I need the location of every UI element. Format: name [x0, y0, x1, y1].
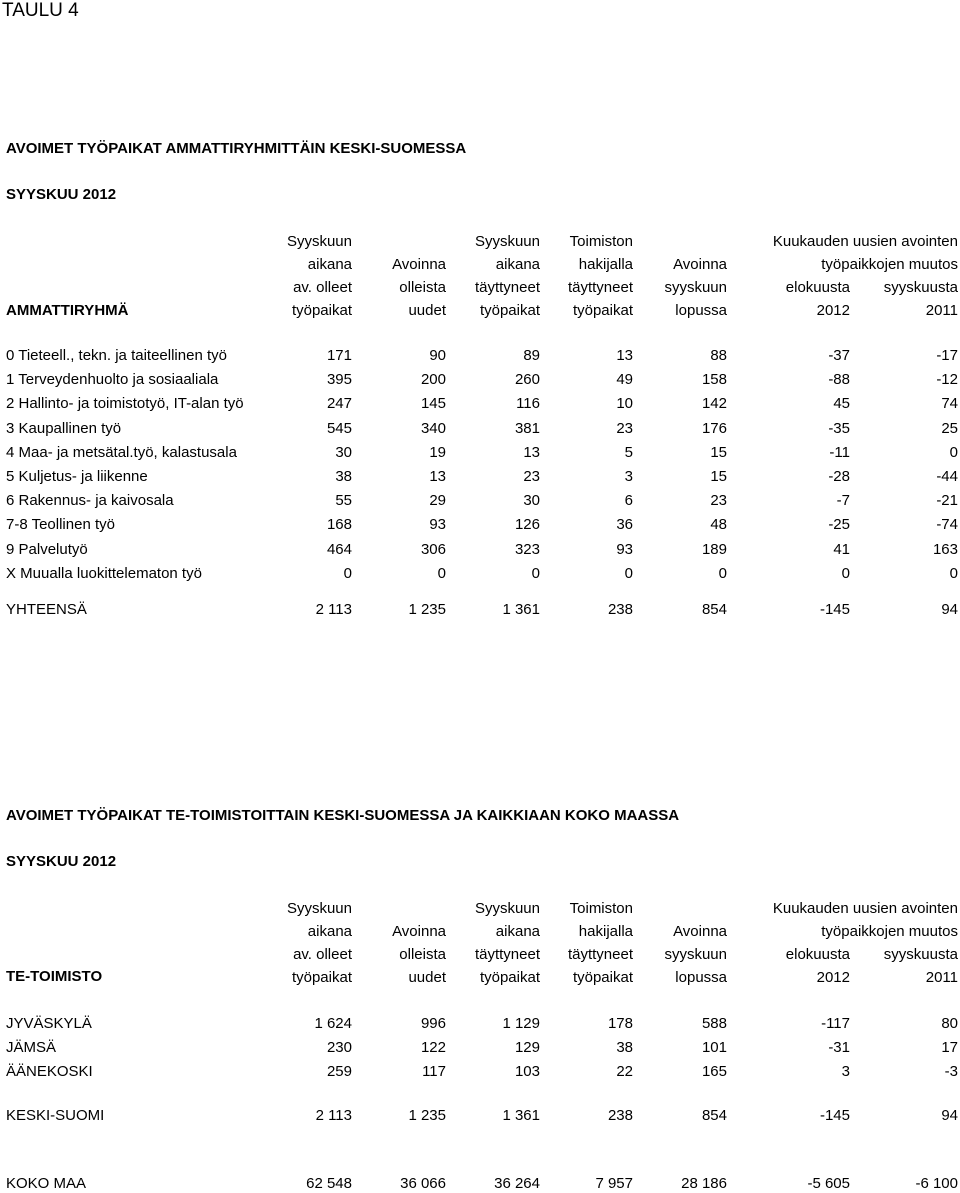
column-header-cell: Syyskuun [474, 233, 540, 250]
row-value-cell: 238 [607, 601, 633, 618]
group-header: Kuukauden uusien avointen [772, 900, 958, 917]
row-value-cell: 0 [949, 443, 958, 461]
row-label: 7-8 Teollinen työ [6, 516, 115, 534]
row-value-cell: 1 361 [502, 1107, 540, 1124]
column-header-cell: Syyskuun [286, 900, 352, 917]
row-value-cell: 13 [616, 347, 633, 364]
row-value-cell: 3 [841, 1063, 850, 1080]
column-header-cell: av. olleet [293, 946, 352, 963]
column-header-cell: aikana [307, 256, 352, 273]
column-header-cell: elokuusta [785, 279, 850, 296]
row-value-cell: 23 [616, 419, 633, 437]
row-value-cell: 238 [607, 1107, 633, 1124]
row-value-cell: 464 [326, 540, 352, 558]
row-value-cell: 17 [941, 1039, 958, 1056]
row-label: YHTEENSÄ [6, 601, 87, 618]
row-value-cell: 996 [420, 1015, 446, 1032]
row-value-cell: 306 [420, 540, 446, 558]
row-value-cell: 30 [335, 443, 352, 461]
row-label: X Muualla luokittelematon työ [6, 564, 202, 582]
row-value-cell: 10 [616, 395, 633, 413]
row-label: KESKI-SUOMI [6, 1107, 105, 1124]
row-value-cell: 74 [941, 395, 958, 413]
row-label: 2 Hallinto- ja toimistotyö, IT-alan työ [6, 395, 244, 413]
row-value-cell: 259 [326, 1063, 352, 1080]
row-value-cell: 0 [624, 564, 633, 582]
row-label: KOKO MAA [6, 1175, 87, 1192]
column-header-cell: 2011 [925, 302, 958, 319]
row-value-cell: 6 [624, 492, 633, 510]
column-header-cell: syyskuusta [883, 279, 958, 296]
row-value-cell: 23 [523, 468, 540, 485]
row-value-cell: 7 957 [595, 1175, 633, 1192]
row-value-cell: 0 [531, 564, 540, 582]
column-header-cell: työpaikat [291, 969, 352, 986]
table2-heading: AVOIMET TYÖPAIKAT TE-TOIMISTOITTAIN KESKI-SUOMESSA JA KAIKKIAAN KOKO MAASSA [6, 807, 680, 824]
row-value-cell: 0 [343, 564, 352, 582]
row-value-cell: -145 [819, 1107, 850, 1124]
column-header-cell: työpaikat [291, 302, 352, 319]
row-label: 9 Palvelutyö [6, 540, 88, 558]
row-value-cell: 15 [710, 468, 727, 485]
column-header-cell: 2012 [816, 969, 850, 986]
row-value-cell: -145 [819, 601, 850, 618]
column-header-cell: täyttyneet [567, 279, 633, 296]
row-value-cell: -117 [821, 1015, 850, 1032]
column-header-cell: hakijalla [578, 923, 633, 940]
row-value-cell: 340 [420, 419, 446, 437]
row-value-cell: 41 [833, 540, 850, 558]
row-value-cell: 163 [932, 540, 958, 558]
table1-row-header-label: AMMATTIRYHMÄ [6, 302, 129, 319]
row-value-cell: 89 [523, 347, 540, 364]
row-value-cell: 126 [514, 516, 540, 534]
column-header-cell: täyttyneet [567, 946, 633, 963]
row-value-cell: 117 [422, 1063, 446, 1080]
row-value-cell: 1 361 [502, 601, 540, 618]
column-header-cell: Toimiston [569, 233, 633, 250]
row-label: 1 Terveydenhuolto ja sosiaaliala [6, 371, 219, 389]
row-value-cell: 36 066 [400, 1175, 446, 1192]
row-value-cell: -74 [936, 516, 958, 534]
column-header-cell: syyskuun [664, 946, 727, 963]
row-value-cell: 29 [429, 492, 446, 510]
row-label: JYVÄSKYLÄ [6, 1015, 92, 1032]
row-value-cell: 55 [335, 492, 352, 510]
row-value-cell: 129 [514, 1039, 540, 1056]
table1-heading: AVOIMET TYÖPAIKAT AMMATTIRYHMITTÄIN KESKI-SUOMESSA [6, 140, 467, 157]
row-value-cell: 247 [326, 395, 352, 413]
row-value-cell: 38 [616, 1039, 633, 1056]
row-value-cell: 158 [701, 371, 727, 389]
row-value-cell: 171 [326, 347, 352, 364]
row-value-cell: 94 [941, 1107, 958, 1124]
page-title: TAULU 4 [2, 0, 79, 21]
row-value-cell: 1 235 [408, 1107, 446, 1124]
row-value-cell: -17 [936, 347, 958, 364]
row-value-cell: -11 [829, 443, 850, 461]
column-header-cell: elokuusta [785, 946, 850, 963]
row-value-cell: 381 [514, 419, 540, 437]
row-label: 3 Kaupallinen työ [6, 419, 122, 437]
row-value-cell: 15 [710, 443, 727, 461]
row-value-cell: 260 [514, 371, 540, 389]
table1-subheading: SYYSKUU 2012 [6, 186, 117, 203]
column-header-cell: Avoinna [673, 256, 727, 273]
row-value-cell: 93 [429, 516, 446, 534]
column-header-cell: täyttyneet [474, 946, 540, 963]
row-label: 0 Tieteell., tekn. ja taiteellinen työ [6, 347, 227, 364]
row-value-cell: 3 [624, 468, 633, 485]
column-header-cell: työpaikat [572, 969, 633, 986]
row-value-cell: 103 [514, 1063, 540, 1080]
row-value-cell: 38 [335, 468, 352, 485]
row-value-cell: 13 [429, 468, 446, 485]
row-value-cell: 189 [701, 540, 727, 558]
column-header-cell: aikana [307, 923, 352, 940]
row-value-cell: 168 [326, 516, 352, 534]
table2-row-header-label: TE-TOIMISTO [6, 968, 103, 985]
row-value-cell: -28 [828, 468, 850, 485]
row-value-cell: 854 [701, 1107, 727, 1124]
group-header: Kuukauden uusien avointen [772, 233, 958, 250]
row-value-cell: 90 [429, 347, 446, 364]
row-value-cell: -5 605 [807, 1175, 850, 1192]
row-value-cell: 200 [420, 371, 446, 389]
column-header-cell: työpaikat [479, 302, 540, 319]
row-value-cell: 2 113 [315, 601, 352, 618]
row-value-cell: -21 [936, 492, 958, 510]
row-value-cell: 145 [420, 395, 446, 413]
row-value-cell: 23 [710, 492, 727, 510]
group-header-sub: työpaikkojen muutos [821, 923, 958, 940]
row-value-cell: 49 [616, 371, 633, 389]
row-value-cell: -35 [828, 419, 850, 437]
row-label: 6 Rakennus- ja kaivosala [6, 492, 174, 510]
row-value-cell: 88 [710, 347, 727, 364]
row-value-cell: 36 [616, 516, 633, 534]
row-label: JÄMSÄ [6, 1039, 57, 1056]
column-header-cell: Syyskuun [286, 233, 352, 250]
row-value-cell: 1 235 [408, 601, 446, 618]
column-header-cell: syyskuun [664, 279, 727, 296]
row-value-cell: -7 [836, 492, 850, 510]
column-header-cell: 2011 [925, 969, 958, 986]
row-value-cell: 0 [718, 564, 727, 582]
column-header-cell: hakijalla [578, 256, 633, 273]
column-header-cell: av. olleet [293, 279, 352, 296]
row-label: 5 Kuljetus- ja liikenne [6, 468, 148, 485]
row-value-cell: 48 [710, 516, 727, 534]
column-header-cell: Avoinna [392, 256, 446, 273]
group-header-sub: työpaikkojen muutos [821, 256, 958, 273]
row-value-cell: 0 [437, 564, 446, 582]
column-header-cell: aikana [495, 256, 540, 273]
column-header-cell: Avoinna [392, 923, 446, 940]
row-value-cell: 395 [326, 371, 352, 389]
column-header-cell: uudet [408, 302, 446, 319]
row-value-cell: -6 100 [915, 1175, 958, 1192]
row-value-cell: 94 [941, 601, 958, 618]
row-value-cell: 45 [833, 395, 850, 413]
row-value-cell: 545 [326, 419, 352, 437]
row-value-cell: -31 [828, 1039, 850, 1056]
row-value-cell: -37 [828, 347, 850, 364]
row-value-cell: 142 [701, 395, 727, 413]
column-header-cell: aikana [495, 923, 540, 940]
row-value-cell: 230 [326, 1039, 352, 1056]
row-value-cell: -3 [944, 1063, 958, 1080]
column-header-cell: lopussa [675, 969, 727, 986]
row-value-cell: 30 [523, 492, 540, 510]
row-label: 4 Maa- ja metsätal.työ, kalastusala [6, 443, 237, 461]
row-label: ÄÄNEKOSKI [6, 1063, 93, 1080]
table2-subheading: SYYSKUU 2012 [6, 853, 117, 870]
row-value-cell: 36 264 [494, 1175, 540, 1192]
row-value-cell: 0 [949, 564, 958, 582]
row-value-cell: 178 [607, 1015, 633, 1032]
row-value-cell: 62 548 [306, 1175, 352, 1192]
row-value-cell: 1 624 [314, 1015, 352, 1032]
row-value-cell: 588 [701, 1015, 727, 1032]
row-value-cell: 101 [701, 1039, 727, 1056]
row-value-cell: 5 [624, 443, 633, 461]
row-value-cell: 0 [841, 564, 850, 582]
row-value-cell: 854 [701, 601, 727, 618]
column-header-cell: 2012 [816, 302, 850, 319]
row-value-cell: 165 [701, 1063, 727, 1080]
column-header-cell: lopussa [675, 302, 727, 319]
row-value-cell: 13 [523, 443, 540, 461]
column-header-cell: olleista [399, 946, 446, 963]
column-header-cell: täyttyneet [474, 279, 540, 296]
column-header-cell: Toimiston [569, 900, 633, 917]
row-value-cell: 122 [420, 1039, 446, 1056]
row-value-cell: 323 [514, 540, 540, 558]
column-header-cell: uudet [408, 969, 446, 986]
column-header-cell: syyskuusta [883, 946, 958, 963]
column-header-cell: olleista [399, 279, 446, 296]
row-value-cell: 93 [616, 540, 633, 558]
row-value-cell: 116 [516, 395, 540, 413]
row-value-cell: -44 [936, 468, 958, 485]
row-value-cell: 80 [941, 1015, 958, 1032]
row-value-cell: 1 129 [502, 1015, 540, 1032]
row-value-cell: 28 186 [681, 1175, 727, 1192]
row-value-cell: 25 [941, 419, 958, 437]
row-value-cell: 19 [429, 443, 446, 461]
row-value-cell: -88 [828, 371, 850, 389]
column-header-cell: työpaikat [572, 302, 633, 319]
row-value-cell: -12 [936, 371, 958, 389]
row-value-cell: 22 [616, 1063, 633, 1080]
column-header-cell: työpaikat [479, 969, 540, 986]
column-header-cell: Avoinna [673, 923, 727, 940]
row-value-cell: 176 [701, 419, 727, 437]
row-value-cell: -25 [828, 516, 850, 534]
row-value-cell: 2 113 [315, 1107, 352, 1124]
column-header-cell: Syyskuun [474, 900, 540, 917]
